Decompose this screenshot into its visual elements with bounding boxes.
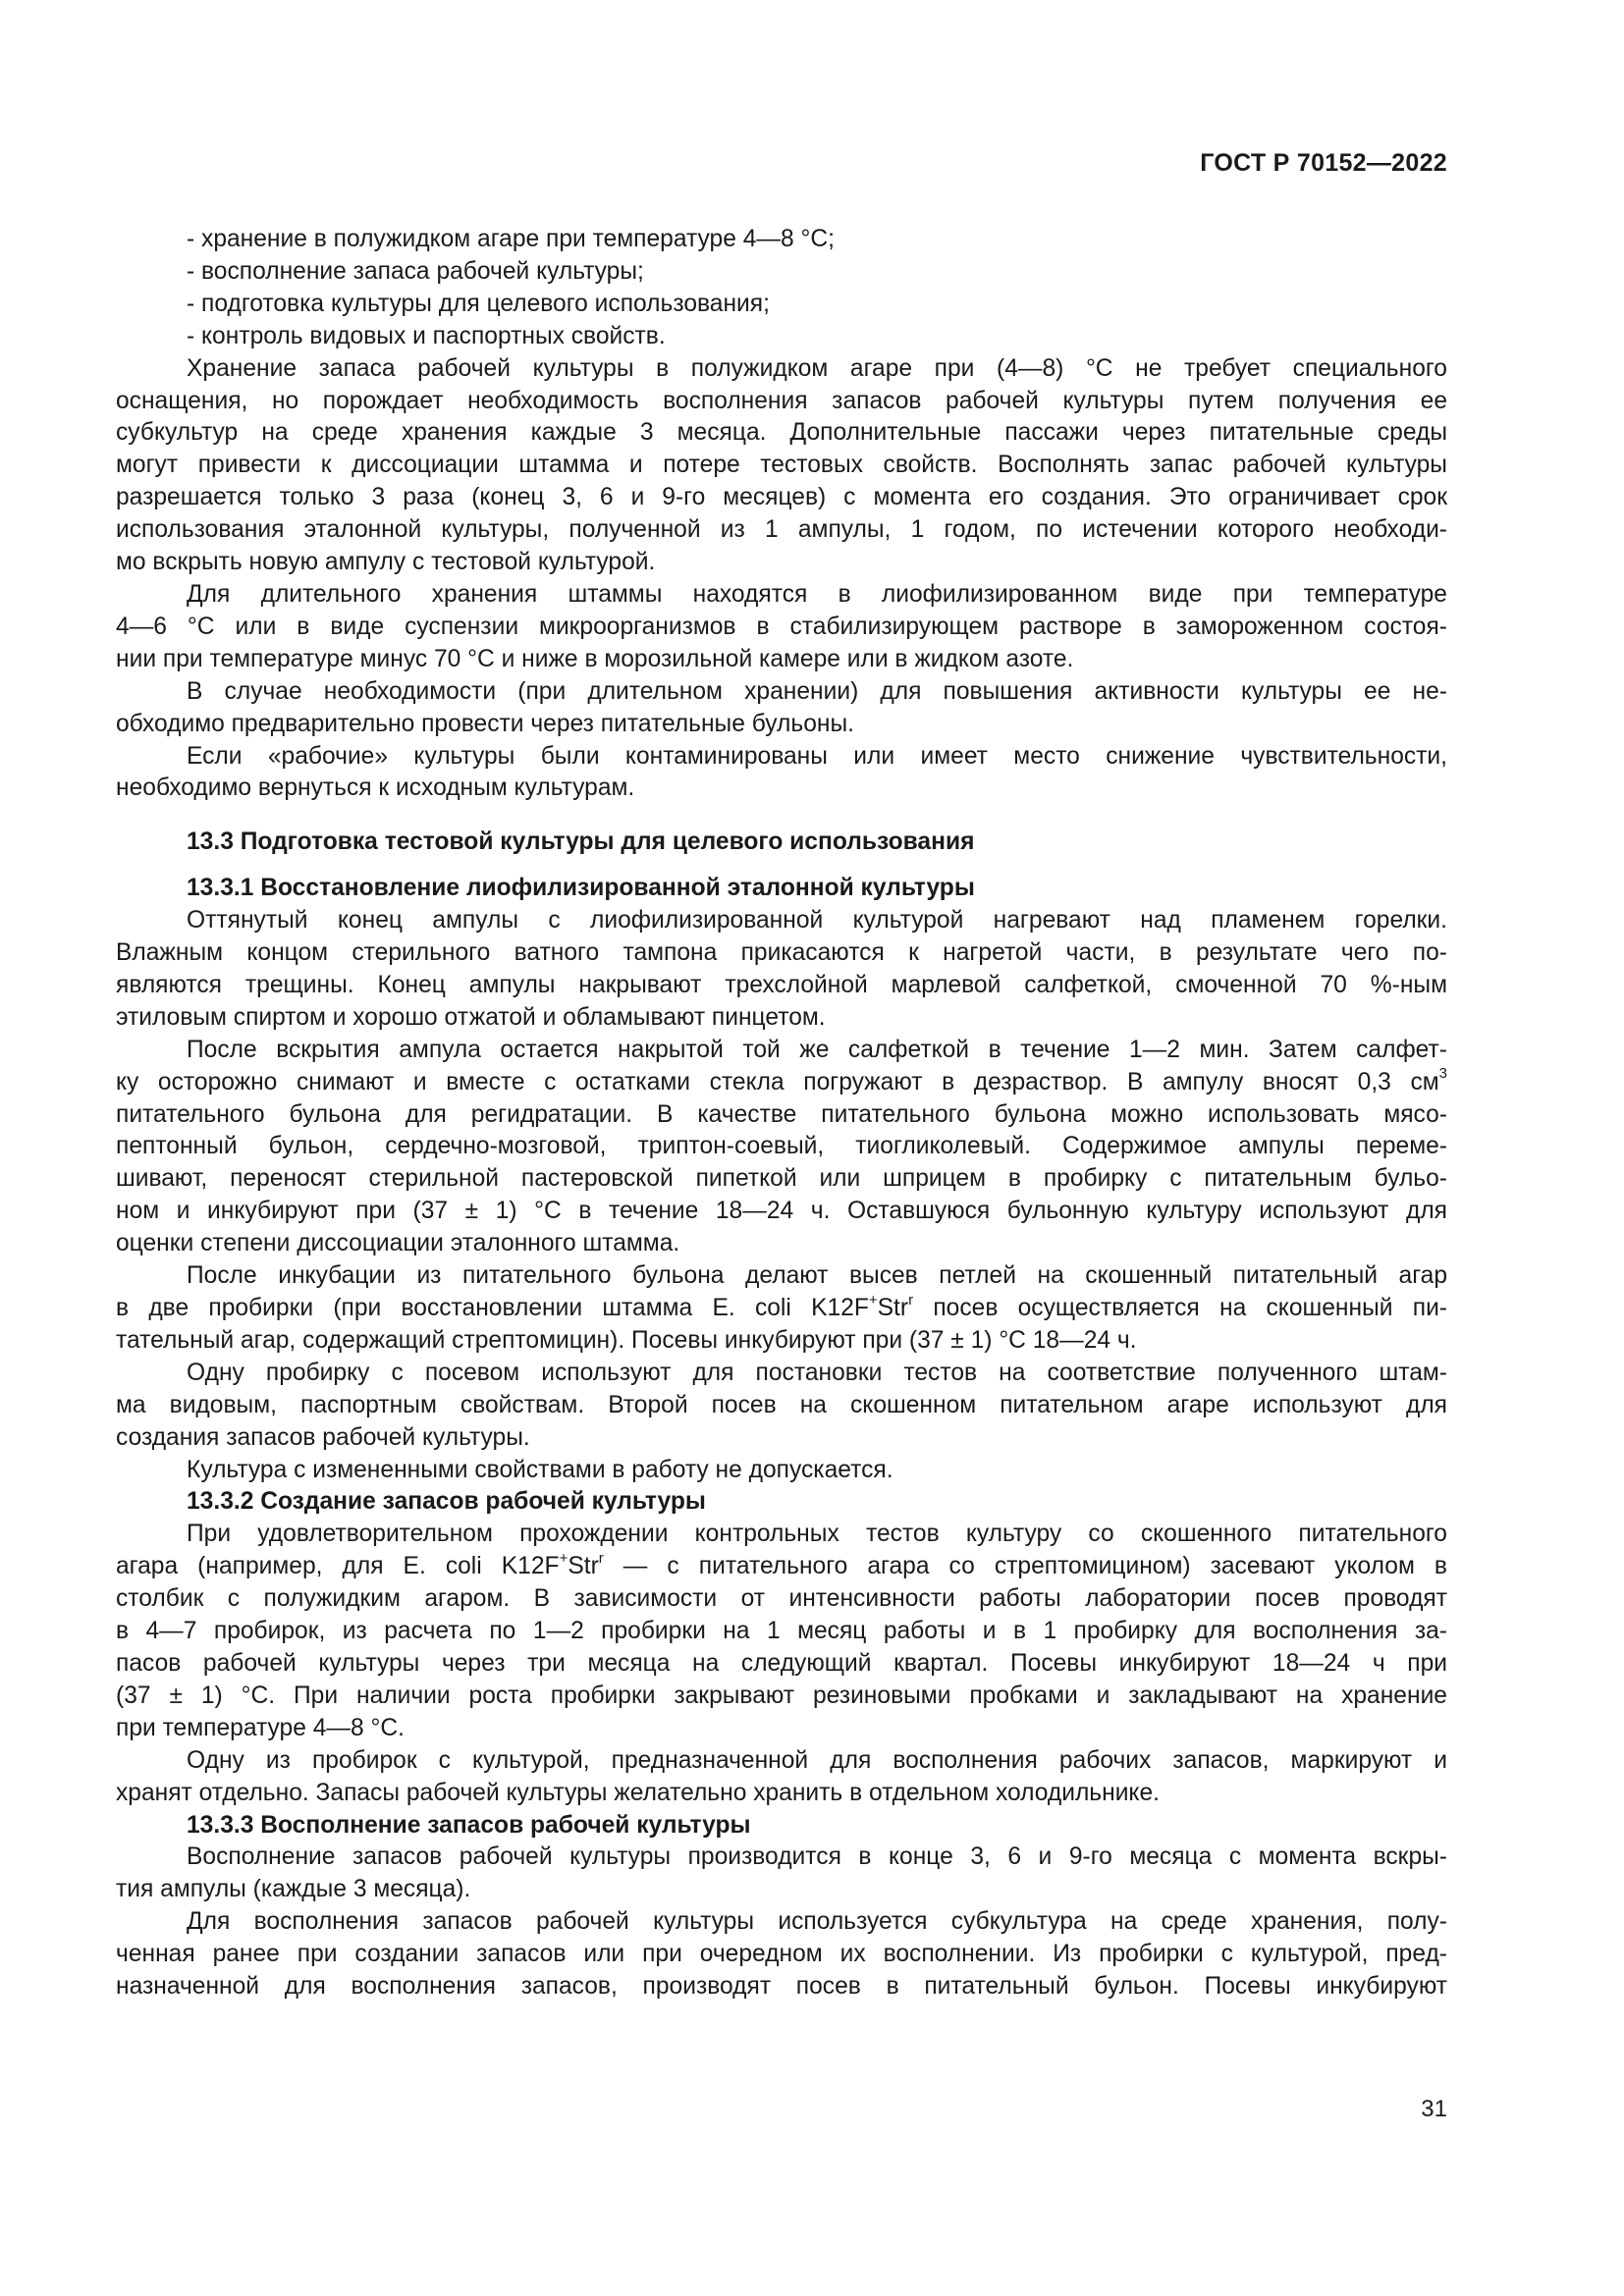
paragraph-line: в 4—7 пробирок, из расчета по 1—2 пробирки на 1 месяц работы и в 1 пробирку для восполнения за- <box>116 1618 1447 1645</box>
text-run: в две пробирки (при восстановлении штамма E. coli K12F <box>116 1295 869 1321</box>
list-item: - хранение в полужидком агаре при температуре 4—8 °С; <box>187 226 835 252</box>
text-run: ку осторожно снимают и вместе с остатками стекла погружают в дезраствор. В ампулу вносят 0,3 см <box>116 1068 1439 1095</box>
paragraph-line: В случае необходимости (при длительном хранении) для повышения активности культуры ее не- <box>187 677 1447 705</box>
paragraph-line: оценки степени диссоциации эталонного штамма. <box>116 1230 680 1257</box>
paragraph-line: ченная ранее при создании запасов или при очередном их восполнении. Из пробирки с культурой, пред- <box>116 1941 1447 1968</box>
text-run: посев осуществляется на скошенный пи- <box>913 1295 1447 1321</box>
paragraph-line <box>116 1067 1447 1099</box>
paragraph-line: необходимо вернуться к исходным культурам. <box>116 774 635 802</box>
superscript: + <box>559 1550 568 1568</box>
superscript: r <box>908 1291 914 1308</box>
paragraph-line: Одну пробирку с посевом используют для постановки тестов на соответствие полученного штам- <box>187 1359 1447 1386</box>
paragraph-line: питательного бульона для регидратации. В качестве питательного бульона можно использовать мясо- <box>116 1100 1447 1128</box>
paragraph-line: Если «рабочие» культуры были контаминированы или имеет место снижение чувствительности, <box>187 742 1447 770</box>
paragraph-line <box>116 1293 1447 1325</box>
list-item: - восполнение запаса рабочей культуры; <box>187 257 644 285</box>
section-heading-13-3-2: 13.3.2 Создание запасов рабочей культуры <box>187 1488 706 1516</box>
paragraph-line: использования эталонной культуры, полученной из 1 ампулы, 1 годом, по истечении которого необходи- <box>116 516 1447 544</box>
text-run: Str <box>877 1295 909 1321</box>
paragraph-line: тательный агар, содержащий стрептомицин). Посевы инкубируют при (37 ± 1) °С 18—24 ч. <box>116 1326 1137 1354</box>
section-heading-13-3: 13.3 Подготовка тестовой культуры для целевого использования <box>187 828 975 856</box>
paragraph-line: оснащения, но порождает необходимость восполнения запасов рабочей культуры путем получения ее <box>116 387 1447 414</box>
paragraph-line: Влажным концом стерильного ватного тампона прикасаются к нагретой части, в результате чего по- <box>116 939 1447 967</box>
paragraph-line: Для длительного хранения штаммы находятся в лиофилизированном виде при температуре <box>187 580 1447 608</box>
paragraph-line: 4—6 °С или в виде суспензии микроорганизмов в стабилизирующем растворе в замороженном состоя- <box>116 613 1447 640</box>
paragraph-line: ма видовым, паспортным свойствам. Второй посев на скошенном питательном агаре используют для <box>116 1391 1447 1418</box>
paragraph-line: При удовлетворительном прохождении контрольных тестов культуру со скошенного питательного <box>187 1521 1447 1548</box>
section-heading-13-3-1: 13.3.1 Восстановление лиофилизированной эталонной культуры <box>187 875 975 902</box>
paragraph-line: После инкубации из питательного бульона делают высев петлей на скошенный питательный агар <box>187 1262 1447 1290</box>
section-heading-13-3-3: 13.3.3 Восполнение запасов рабочей культуры <box>187 1811 751 1839</box>
paragraph-line: тия ампулы (каждые 3 месяца). <box>116 1876 471 1903</box>
text-run: агара (например, для E. coli K12F <box>116 1553 560 1580</box>
paragraph-line: Культура с измененными свойствами в работу не допускается. <box>187 1456 893 1483</box>
paragraph-line: нии при температуре минус 70 °С и ниже в морозильной камере или в жидком азоте. <box>116 645 1074 672</box>
paragraph-line: (37 ± 1) °С. При наличии роста пробирки закрывают резиновыми пробками и закладывают на хранение <box>116 1682 1447 1709</box>
document-body <box>116 224 1447 2003</box>
page-number: 31 <box>1421 2096 1447 2122</box>
paragraph-line: шивают, переносят стерильной пастеровской пипеткой или шприцем в пробирку с питательным бульо- <box>116 1165 1447 1193</box>
paragraph-line: создания запасов рабочей культуры. <box>116 1423 530 1451</box>
paragraph-line: Хранение запаса рабочей культуры в полужидком агаре при (4—8) °С не требует специального <box>187 354 1447 382</box>
paragraph-line: Для восполнения запасов рабочей культуры используется субкультура на среде хранения, полу- <box>187 1908 1447 1936</box>
superscript: 3 <box>1438 1065 1447 1083</box>
paragraph-line: являются трещины. Конец ампулы накрывают трехслойной марлевой салфеткой, смоченной 70 %-ным <box>116 971 1447 998</box>
paragraph-line: обходимо предварительно провести через питательные бульоны. <box>116 710 854 737</box>
document-header: ГОСТ Р 70152—2022 <box>1200 149 1447 177</box>
paragraph-line: Оттянутый конец ампулы с лиофилизированной культурой нагревают над пламенем горелки. <box>187 907 1447 934</box>
paragraph-line: Одну из пробирок с культурой, предназначенной для восполнения рабочих запасов, маркируют и <box>187 1746 1447 1774</box>
paragraph-line: пасов рабочей культуры через три месяца на следующий квартал. Посевы инкубируют 18—24 ч при <box>116 1649 1447 1677</box>
paragraph-line: мо вскрыть новую ампулу с тестовой культурой. <box>116 549 656 576</box>
paragraph-line: разрешается только 3 раза (конец 3, 6 и 9-го месяцев) с момента его создания. Это ограничивает срок <box>116 484 1447 511</box>
paragraph-line: назначенной для восполнения запасов, производят посев в питательный бульон. Посевы инкубируют <box>116 1973 1447 2001</box>
paragraph-line: этиловым спиртом и хорошо отжатой и обламывают пинцетом. <box>116 1003 826 1031</box>
paragraph-line: могут привести к диссоциации штамма и потере тестовых свойств. Восполнять запас рабочей культуры <box>116 452 1447 479</box>
text-run: — с питательного агара со стрептомицином) засевают уколом в <box>603 1553 1447 1580</box>
superscript: + <box>868 1291 878 1308</box>
paragraph-line: Восполнение запасов рабочей культуры производится в конце 3, 6 и 9-го месяца с момента вскры- <box>187 1843 1447 1871</box>
text-run: Str <box>568 1553 599 1580</box>
list-item: - контроль видовых и паспортных свойств. <box>187 322 666 349</box>
paragraph-line: столбик с полужидким агаром. В зависимости от интенсивности работы лаборатории посев проводят <box>116 1585 1447 1613</box>
paragraph-line: хранят отдельно. Запасы рабочей культуры желательно хранить в отдельном холодильнике. <box>116 1779 1160 1806</box>
paragraph-line <box>116 1551 1447 1583</box>
paragraph-line: при температуре 4—8 °С. <box>116 1714 405 1741</box>
paragraph-line: После вскрытия ампула остается накрытой той же салфеткой в течение 1—2 мин. Затем салфет- <box>187 1036 1447 1063</box>
paragraph-line: субкультур на среде хранения каждые 3 месяца. Дополнительные пассажи через питательные среды <box>116 419 1447 447</box>
superscript: r <box>598 1550 604 1568</box>
list-item: - подготовка культуры для целевого использования; <box>187 290 770 317</box>
paragraph-line: пептонный бульон, сердечно-мозговой, триптон-соевый, тиогликолевый. Содержимое ампулы переме- <box>116 1133 1447 1160</box>
paragraph-line: ном и инкубируют при (37 ± 1) °С в течение 18—24 ч. Оставшуюся бульонную культуру используют для <box>116 1198 1447 1225</box>
